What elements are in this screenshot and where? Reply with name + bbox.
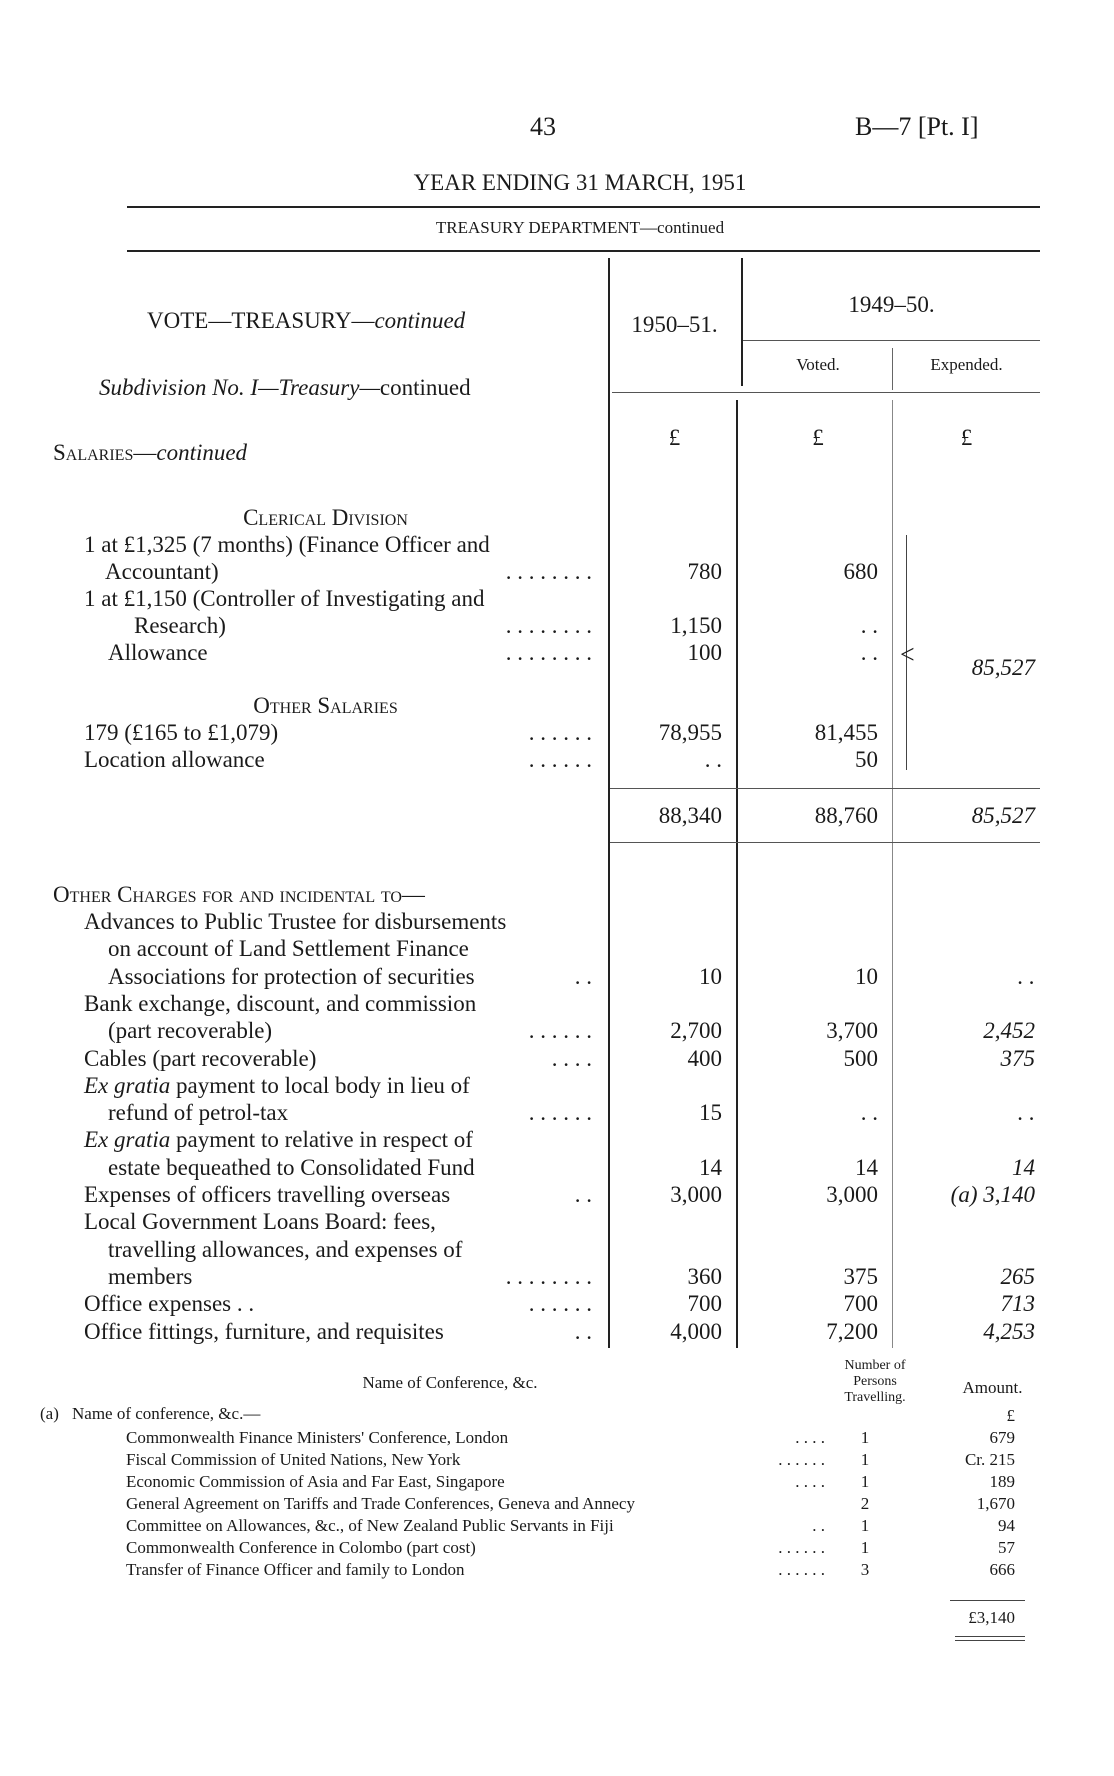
value-1950: 1,150 <box>670 613 722 638</box>
leader-dots: . . . . <box>795 1472 825 1491</box>
footnote-total: £3,140 <box>968 1608 1015 1627</box>
value-1950: . . <box>704 747 722 772</box>
value-voted: 10 <box>855 964 878 989</box>
pound-col-2: £ <box>812 425 824 450</box>
value-1950: 14 <box>699 1155 722 1180</box>
other-charges-line <box>108 1018 272 1044</box>
other-charges-line-text: payment to local body in lieu of <box>170 1073 470 1098</box>
footnote-row-persons: 1 <box>860 1450 870 1469</box>
clerical-line: 1 at £1,150 (Controller of Investigating and <box>84 586 485 611</box>
other-charges-line <box>84 1209 436 1235</box>
value-1950: 100 <box>687 640 722 665</box>
department-title <box>180 218 980 238</box>
footnote-row-name: General Agreement on Tariffs and Trade Conferences, Geneva and Annecy <box>126 1494 635 1513</box>
rule-totals-top <box>610 788 1040 789</box>
leader-dots: . . <box>574 964 592 989</box>
value-1950: 3,000 <box>670 1182 722 1207</box>
footnote-col-persons-3: Travelling. <box>844 1390 906 1405</box>
footnote-row-name: Committee on Allowances, &c., of New Zealand Public Servants in Fiji <box>126 1516 614 1535</box>
other-charges-line-text: Office expenses . . <box>84 1291 255 1316</box>
value-expended: (a) 3,140 <box>950 1182 1035 1207</box>
page-title: YEAR ENDING 31 MARCH, 1951 <box>413 170 747 195</box>
value-1950: 780 <box>687 559 722 584</box>
value-voted: 3,000 <box>826 1182 878 1207</box>
leader-dots: . . . . . . <box>778 1560 825 1579</box>
footnote-pound: £ <box>1006 1406 1015 1425</box>
column-rule-1 <box>608 258 610 1348</box>
value-1950: 15 <box>699 1100 722 1125</box>
subdivision-title <box>99 375 471 401</box>
other-charges-line <box>108 936 469 962</box>
value-voted: . . <box>860 613 878 638</box>
value-1950: 2,700 <box>670 1018 722 1043</box>
col-header-1950: 1950–51. <box>631 312 718 337</box>
rule-subheader <box>612 392 1040 393</box>
value-expended: . . <box>1017 964 1035 989</box>
other-charges-line <box>108 1264 192 1290</box>
footnote-row-amount: 666 <box>989 1560 1015 1579</box>
leader-dots: . . . . . . <box>528 720 592 745</box>
leader-dots: . . . . . . . . <box>505 1264 592 1289</box>
col-header-1949: 1949–50. <box>848 292 935 317</box>
value-1950: 10 <box>699 964 722 989</box>
footnote-row-amount: 57 <box>998 1538 1015 1557</box>
other-charges-line-italic: Ex gratia <box>84 1073 171 1098</box>
page-reference: B—7 [Pt. I] <box>855 112 979 141</box>
clerical-line: Allowance <box>108 640 208 665</box>
value-voted: 81,455 <box>814 720 878 745</box>
value-1950: 4,000 <box>670 1319 722 1344</box>
other-salaries-line: Location allowance <box>84 747 265 772</box>
value-1950: 78,955 <box>658 720 722 745</box>
other-charges-line-text: estate bequeathed to Consolidated Fund <box>108 1155 475 1180</box>
leader-dots: . . . . . . . . <box>505 640 592 665</box>
value-expended: 2,452 <box>983 1018 1035 1043</box>
footnote-row-name: Commonwealth Finance Ministers' Conference, London <box>126 1428 509 1447</box>
col-header-expended: Expended. <box>930 355 1003 374</box>
vote-title <box>147 308 465 334</box>
other-charges-line-text: Office fittings, furniture, and requisites <box>84 1319 444 1344</box>
other-charges-line-text: Local Government Loans Board: fees, <box>84 1209 436 1234</box>
column-rule-2b <box>736 400 738 1348</box>
other-charges-line-text: Expenses of officers travelling overseas <box>84 1182 451 1207</box>
other-salaries-heading: Other Salaries <box>253 693 398 718</box>
leader-dots: . . <box>574 1182 592 1207</box>
value-1950: 400 <box>687 1046 722 1071</box>
value-voted: 7,200 <box>826 1319 878 1344</box>
footnote-row-persons: 1 <box>860 1472 870 1491</box>
other-charges-line <box>108 1100 288 1126</box>
brace-point: < <box>900 640 915 669</box>
col-header-voted: Voted. <box>796 355 840 374</box>
footnote-total-double-rule-2 <box>955 1640 1025 1641</box>
value-expended: 375 <box>1000 1046 1035 1071</box>
clerical-line: Accountant) <box>105 559 219 584</box>
vote-title-main: VOTE—TREASURY— <box>147 308 375 333</box>
footnote-row-persons: 3 <box>860 1560 870 1579</box>
vote-title-italic: continued <box>374 308 466 333</box>
footnote-row-name: Transfer of Finance Officer and family to London <box>126 1560 465 1579</box>
department-label: TREASURY DEPARTMENT—continued <box>435 218 725 237</box>
leader-dots: . . . . <box>795 1428 825 1447</box>
other-charges-line <box>84 909 506 935</box>
leader-dots: . . . . . . . . <box>505 613 592 638</box>
subdivision-italic: Subdivision No. I—Treasury— <box>99 375 380 400</box>
value-expended: 265 <box>1000 1264 1035 1289</box>
value-voted: . . <box>860 640 878 665</box>
value-expended: 713 <box>1000 1291 1035 1316</box>
leader-dots: . . . . . . . . <box>505 559 592 584</box>
other-charges-line <box>84 1073 470 1099</box>
clerical-line: 1 at £1,325 (7 months) (Finance Officer and <box>84 532 490 557</box>
other-charges-line-text: on account of Land Settlement Finance <box>108 936 469 961</box>
leader-dots: . . . . . . <box>778 1538 825 1557</box>
total-voted: 88,760 <box>814 803 878 828</box>
other-charges-line-italic: Ex gratia <box>84 1127 171 1152</box>
leader-dots: . . . . . . <box>778 1450 825 1469</box>
rule-group <box>743 340 1040 341</box>
footnote-intro: Name of conference, &c.— <box>72 1404 261 1423</box>
value-expended: 4,253 <box>983 1319 1035 1344</box>
other-charges-line-text: Advances to Public Trustee for disbursements <box>84 909 507 934</box>
page-number: 43 <box>530 112 556 141</box>
footnote-row-amount: 1,670 <box>976 1494 1015 1513</box>
other-charges-line <box>108 1237 462 1263</box>
value-1950: 360 <box>687 1264 722 1289</box>
other-charges-line-text: travelling allowances, and expenses of <box>108 1237 463 1262</box>
footnote-row-amount: Cr. 215 <box>964 1450 1015 1469</box>
clerical-line: Research) <box>134 613 226 638</box>
pound-col-1: £ <box>668 425 681 450</box>
footnote-col-amount: Amount. <box>962 1378 1023 1397</box>
rule-top <box>127 206 1040 208</box>
leader-dots: . . . . . . <box>528 1100 592 1125</box>
value-voted: 375 <box>843 1264 878 1289</box>
leader-dots: . . <box>574 1319 592 1344</box>
footnote-row-name: Commonwealth Conference in Colombo (part cost) <box>126 1538 476 1557</box>
salaries-heading-plain: Salaries— <box>53 440 157 465</box>
salaries-heading-italic: continued <box>156 440 248 465</box>
footnote-row-amount: 94 <box>998 1516 1015 1535</box>
value-voted: 3,700 <box>826 1018 878 1043</box>
other-charges-line-text: members <box>108 1264 193 1289</box>
total-1950: 88,340 <box>658 803 722 828</box>
subdivision-plain: continued <box>379 375 471 400</box>
rule-header <box>127 250 1040 252</box>
footnote-row-persons: 1 <box>860 1516 870 1535</box>
footnote-row-persons: 2 <box>860 1494 870 1513</box>
value-voted: 500 <box>843 1046 878 1071</box>
clerical-heading: Clerical Division <box>243 505 408 530</box>
other-charges-line-text: Cables (part recoverable) <box>84 1046 317 1071</box>
value-1950: 700 <box>687 1291 722 1316</box>
other-charges-line <box>84 1046 316 1072</box>
footnote-row-persons: 1 <box>860 1428 870 1447</box>
value-voted: 50 <box>855 747 878 772</box>
value-voted: 680 <box>843 559 878 584</box>
other-charges-line <box>84 1291 254 1317</box>
value-voted: 700 <box>843 1291 878 1316</box>
other-salaries-line: 179 (£165 to £1,079) <box>84 720 279 745</box>
leader-dots: . . . . . . <box>528 1291 592 1316</box>
leader-dots: . . <box>812 1516 825 1535</box>
other-charges-line-text: (part recoverable) <box>108 1018 273 1043</box>
bracket-total: 85,527 <box>971 655 1035 680</box>
other-charges-line-text: payment to relative in respect of <box>170 1127 473 1152</box>
other-charges-line <box>84 1127 473 1153</box>
footnote-col-persons-2: Persons <box>853 1374 897 1389</box>
other-charges-line-text: Associations for protection of securities <box>108 964 475 989</box>
pound-col-3: £ <box>960 425 973 450</box>
other-charges-line <box>84 991 476 1017</box>
leader-dots: . . . . . . <box>528 747 592 772</box>
leader-dots: . . . . . . <box>528 1018 592 1043</box>
footnote-row-amount: 189 <box>989 1472 1015 1491</box>
footnote-total-double-rule-1 <box>955 1636 1025 1637</box>
total-expended: 85,527 <box>971 803 1035 828</box>
footnote-col-name: Name of Conference, &c. <box>362 1373 538 1392</box>
footnote-col-persons-1: Number of <box>844 1358 906 1373</box>
other-charges-line <box>108 1155 475 1181</box>
other-charges-line-text: refund of petrol-tax <box>108 1100 289 1125</box>
footnote-row-amount: 679 <box>989 1428 1015 1447</box>
footnote-marker: (a) <box>40 1404 59 1423</box>
footnote-row-name: Economic Commission of Asia and Far East, Singapore <box>126 1472 505 1491</box>
footnote-total-rule <box>950 1600 1025 1601</box>
salaries-heading <box>53 440 247 466</box>
rule-totals-bottom <box>610 842 1040 843</box>
leader-dots: . . . . <box>551 1046 592 1071</box>
value-voted: 14 <box>855 1155 878 1180</box>
value-voted: . . <box>860 1100 878 1125</box>
footnote-row-persons: 1 <box>860 1538 870 1557</box>
other-charges-heading: Other Charges for and incidental to— <box>53 882 425 907</box>
other-charges-line-text: Bank exchange, discount, and commission <box>84 991 477 1016</box>
footnote-row-name: Fiscal Commission of United Nations, New York <box>126 1450 461 1469</box>
value-expended: . . <box>1017 1100 1035 1125</box>
value-expended: 14 <box>1012 1155 1035 1180</box>
